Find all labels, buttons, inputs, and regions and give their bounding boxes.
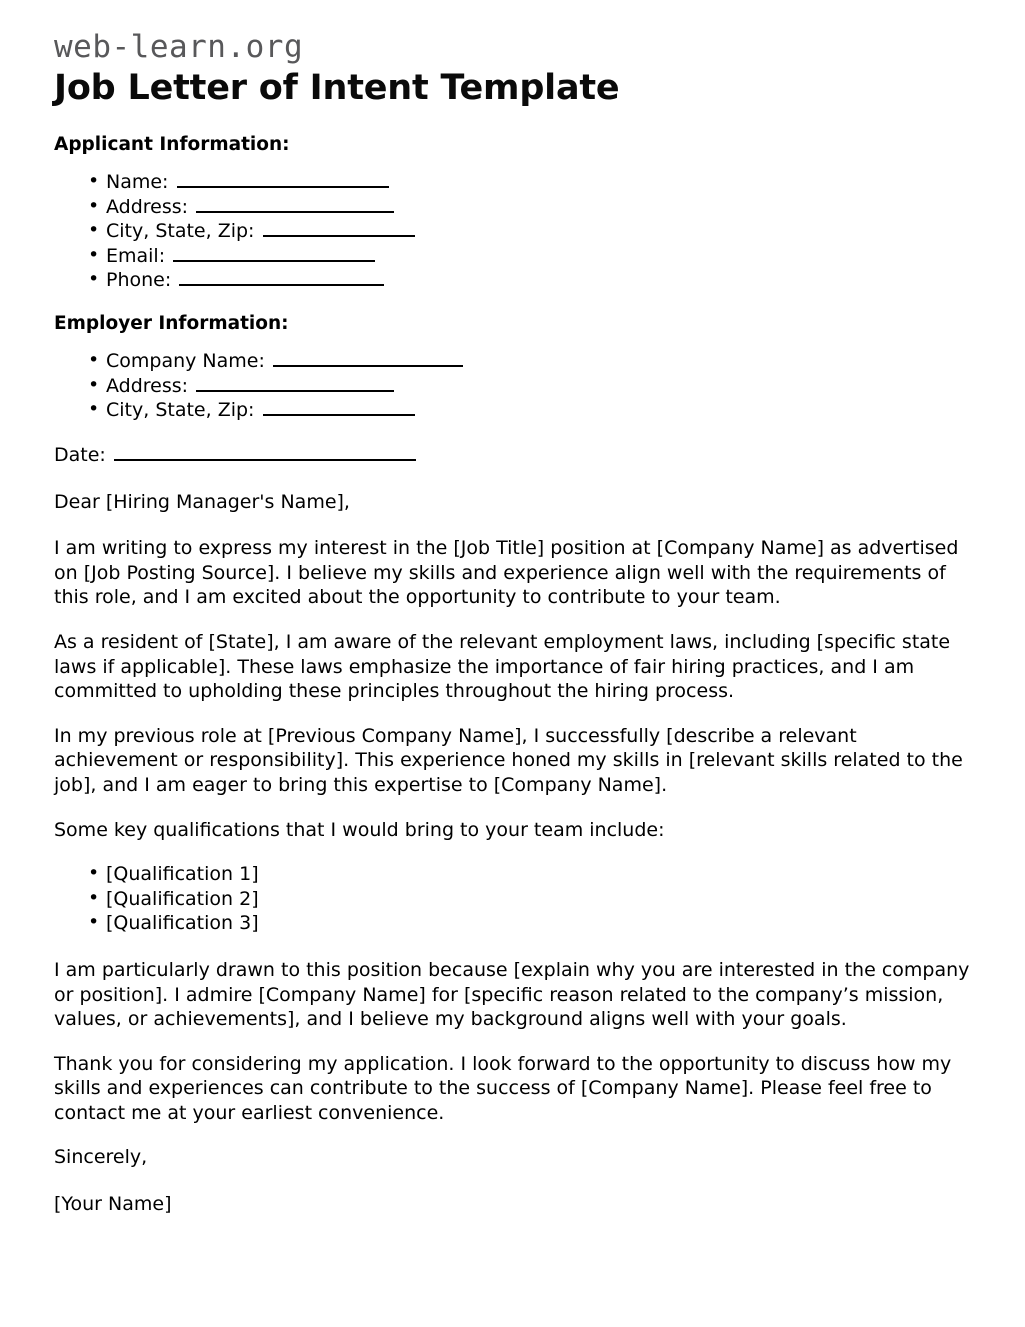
list-item (88, 219, 970, 244)
date-label: Date: (54, 444, 106, 467)
list-item (88, 398, 970, 423)
qualifications-list (54, 862, 970, 936)
field-label: Address: (106, 195, 189, 218)
list-item (88, 244, 970, 269)
field-label: Email: (106, 244, 166, 267)
applicant-information-heading: Applicant Information: (54, 133, 290, 155)
fill-in-blank[interactable] (179, 269, 384, 286)
qualifications-lead-in: Some key qualifications that I would bring to your team include: (54, 818, 665, 841)
fill-in-blank[interactable] (273, 350, 463, 367)
signature-name: [Your Name] (54, 1193, 172, 1216)
date-line (54, 443, 970, 468)
applicant-field-list (54, 170, 970, 293)
fill-in-blank[interactable] (177, 171, 389, 188)
letter-paragraph-1: I am writing to express my interest in the [Job Title] position at [Company Name] as advertised on [Job Posting Source]. I believe my skills and experience align well with the requirements of this role, and I am excited about the opportunity to contribute to your team. (54, 537, 959, 609)
letter-paragraph-4: I am particularly drawn to this position because [explain why you are interested in the company or position]. I admire [Company Name] for [specific reason related to the company’s mission, values, or achievements], and I believe my background aligns well with your goals. (54, 958, 970, 1031)
list-item: • [Qualification 1] (88, 862, 970, 887)
field-label: Address: (106, 374, 189, 397)
fill-in-blank[interactable] (114, 444, 416, 461)
list-item (88, 268, 970, 293)
list-item: • [Qualification 3] (88, 911, 970, 936)
fill-in-blank[interactable] (263, 399, 415, 416)
list-item (88, 349, 970, 374)
list-item (88, 374, 970, 399)
fill-in-blank[interactable] (196, 195, 394, 212)
letter-paragraph-2: As a resident of [State], I am aware of the relevant employment laws, including [specific state laws if applicable]. These laws emphasize the importance of fair hiring practices, and I am committed to upholding these principles throughout the hiring process. (54, 630, 951, 703)
field-label: City, State, Zip: (106, 220, 255, 243)
sign-off: Sincerely, (54, 1146, 148, 1169)
letter-paragraph-3: In my previous role at [Previous Company Name], I successfully [describe a relevant achievement or responsibility]. This experience honed my skills in [relevant skills related to the job], and I am eager to bring this expertise to [Company Name]. (54, 724, 963, 796)
document-body (54, 134, 970, 1217)
fill-in-blank[interactable] (173, 244, 375, 261)
salutation: Dear [Hiring Manager's Name], (54, 490, 350, 513)
employer-field-list (54, 349, 970, 423)
fill-in-blank[interactable] (263, 220, 415, 237)
list-item: • [Qualification 2] (88, 887, 970, 912)
fill-in-blank[interactable] (196, 374, 394, 391)
list-item (88, 170, 970, 195)
field-label: City, State, Zip: (106, 399, 255, 422)
field-label: Name: (106, 171, 169, 194)
page-title: Job Letter of Intent Template (54, 67, 620, 108)
letter-paragraph-5: Thank you for considering my application. I look forward to the opportunity to discuss how my skills and experiences can contribute to the success of [Company Name]. Please feel free to contact me at your earliest convenience. (54, 1052, 952, 1124)
employer-information-heading: Employer Information: (54, 313, 289, 335)
site-name: web-learn.org (54, 29, 304, 65)
field-label: Company Name: (106, 350, 265, 373)
list-item (88, 195, 970, 220)
field-label: Phone: (106, 269, 172, 292)
